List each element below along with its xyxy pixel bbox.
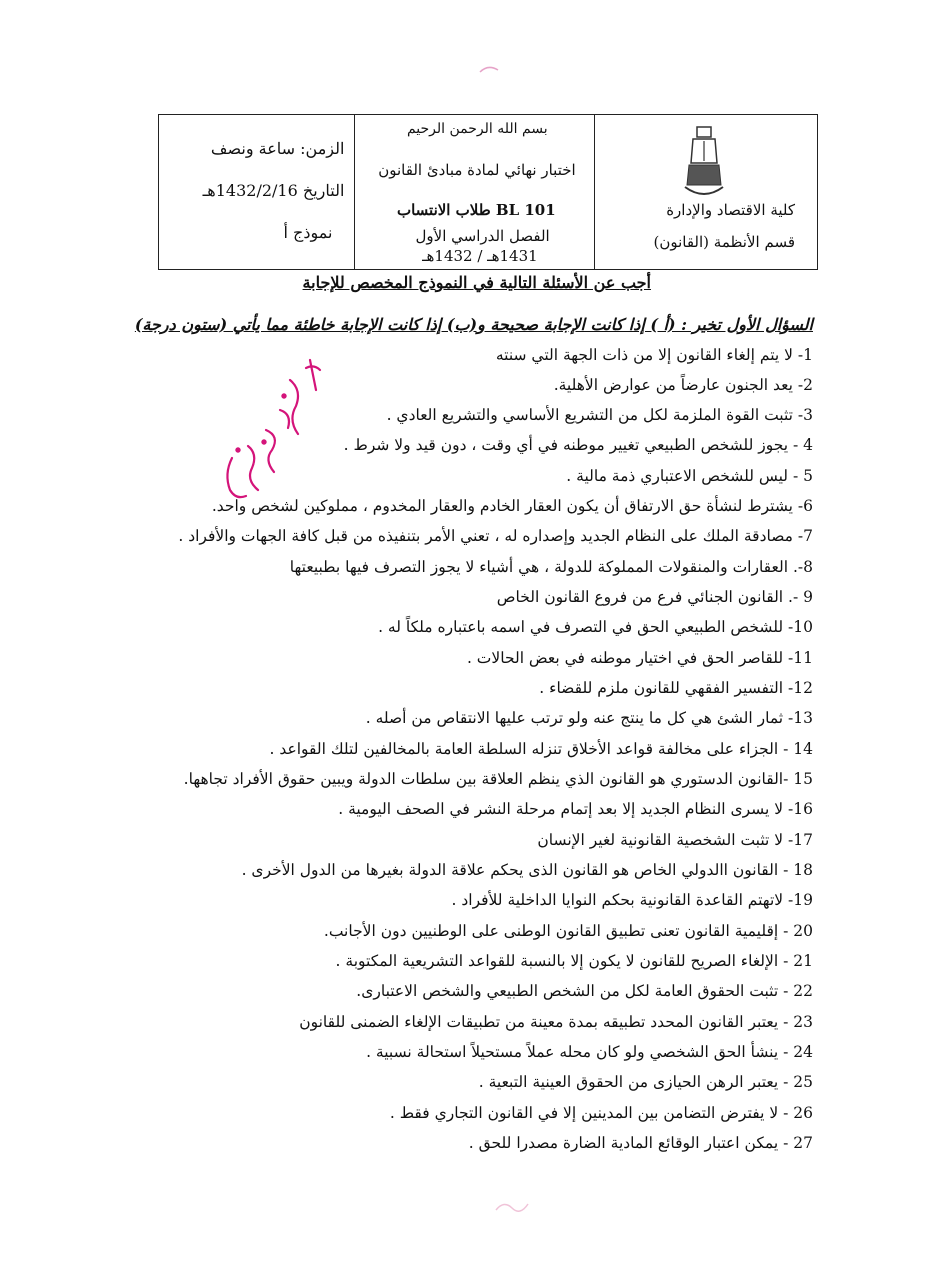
question-item: 3- تثبت القوة الملزمة لكل من التشريع الأساسي والتشريع العادي . [386,406,813,424]
question-item: 20 - إقليمية القانون تعنى تطبيق القانون الوطنى على الوطنيين دون الأجانب. [323,922,813,940]
question-item: 25 - يعتبر الرهن الحيازى من الحقوق العينية التبعية . [478,1073,813,1091]
college-name: كلية الاقتصاد والإدارة [666,201,796,219]
question-item: 5 - ليس للشخص الاعتباري ذمة مالية . [566,467,813,485]
question-item: 18 - القانون االدولي الخاص هو القانون الذى يحكم علاقة الدولة بغيرها من الدول الأخرى . [241,861,813,879]
stray-mark-icon [478,62,502,78]
handwritten-note-icon [218,350,338,510]
university-logo-icon [681,123,727,203]
department-name: قسم الأنظمة (القانون) [653,233,796,251]
question-item: 7- مصادقة الملك على النظام الجديد وإصداره له ، تعني الأمر بتنفيذه من قبل كافة الجهات والأفراد . [178,527,813,545]
question-item: 6- يشترط لنشأة حق الارتفاق أن يكون العقار الخادم والعقار المخدوم ، مملوكين لشخص واحد. [211,497,813,515]
question-item: 8-. العقارات والمنقولات المملوكة للدولة ، هي أشياء لا يجوز التصرف فيها بطبيعتها [289,558,813,576]
basmala: بسم الله الرحمن الرحيم [406,121,548,137]
question-item: 2- يعد الجنون عارضاً من عوارض الأهلية. [553,376,813,394]
question-item: 13- ثمار الشئ هي كل ما ينتج عنه ولو ترتب عليها الانتقاص من أصله . [365,709,813,727]
question-item: 1- لا يتم إلغاء القانون إلا من ذات الجهة التي سنته [495,346,813,364]
exam-date: التاريخ 1432/2/16هـ [202,181,345,200]
course-code-line: BL 101 طلاب الانتساب [396,201,556,219]
question-item: 21 - الإلغاء الصريح للقانون لا يكون إلا بالنسبة للقواعد التشريعية المكتوبة . [335,952,813,970]
question-item: 23 - يعتبر القانون المحدد تطبيقه بمدة معينة من تطبيقات الإلغاء الضمنى للقانون [299,1013,813,1031]
answer-instruction: أجب عن الأسئلة التالية في النموذج المخصص للإجابة [302,273,651,292]
stray-mark-icon [492,1196,532,1218]
question-item: 12- التفسير الفقهي للقانون ملزم للقضاء . [539,679,813,697]
exam-info-cell [159,115,354,269]
exam-model: نموذج أ [283,223,333,242]
exam-title: اختبار نهائي لمادة مبادئ القانون [378,161,576,179]
question-item: 11- للقاصر الحق في اختيار موطنه في بعض الحالات . [466,649,813,667]
question-item: 27 - يمكن اعتبار الوقائع المادية الضارة مصدرا للحق . [468,1134,813,1152]
question-item: 17- لا تثبت الشخصية القانونية لغير الإنسان [537,831,813,849]
question-item: 9 -. القانون الجنائي فرع من فروع القانون الخاص [496,588,813,606]
semester: الفصل الدراسي الأول [415,227,550,245]
question-one-title: السؤال الأول تخير : (أ ) إذا كانت الإجابة صحيحة و(ب) إذا كانت الإجابة خاطئة مما يأتي (ستون درجة) [134,315,813,334]
question-item: 19- لاتهتم القاعدة القانونية بحكم النوايا الداخلية للأفراد . [451,891,813,909]
academic-year: 1431هـ / 1432هـ [422,247,538,265]
question-item: 26 - لا يفترض التضامن بين المدينين إلا في القانون التجاري فقط . [389,1104,813,1122]
question-item: 4 - يجوز للشخص الطبيعي تغيير موطنه في أي وقت ، دون قيد ولا شرط . [343,436,813,454]
exam-title-cell [354,115,593,269]
exam-header [158,114,818,270]
question-item: 10- للشخص الطبيعي الحق في التصرف في اسمه باعتباره ملكاً له . [378,618,813,636]
question-item: 14 - الجزاء على مخالفة قواعد الأخلاق تنزله السلطة العامة بالمخالفين لتلك القواعد . [269,740,813,758]
question-item: 24 - ينشأ الحق الشخصي ولو كان محله عملاً مستحيلاً استحالة نسبية . [366,1043,813,1061]
college-cell [594,115,817,269]
question-item: 16- لا يسرى النظام الجديد إلا بعد إتمام مرحلة النشر في الصحف اليومية . [338,800,813,818]
exam-duration: الزمن: ساعة ونصف [210,139,345,158]
question-item: 15 -القانون الدستوري هو القانون الذي ينظم العلاقة بين سلطات الدولة ويبين حقوق الأفراد تجاهها. [183,770,813,788]
question-item: 22 - تثبت الحقوق العامة لكل من الشخص الطبيعي والشخص الاعتبارى. [356,982,813,1000]
